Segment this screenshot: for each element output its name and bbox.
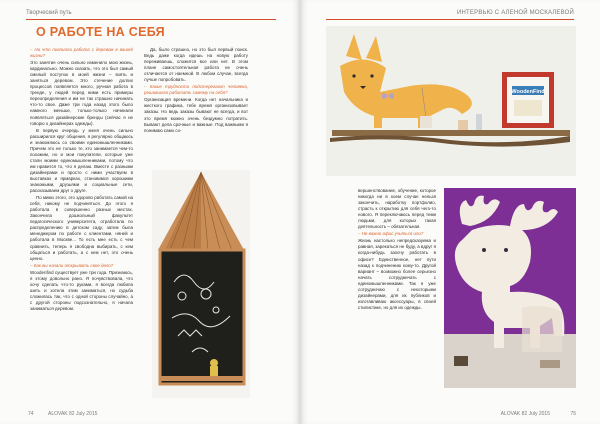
text-column-2 bbox=[144, 47, 248, 172]
magazine-issue-right: ALOVAK 82 July 2015 bbox=[500, 411, 550, 417]
running-head-right: ИНТЕРВЬЮ С АЛЕНОЙ МОСКАЛЕВОЙ bbox=[457, 10, 574, 16]
header-rule-left bbox=[26, 19, 276, 20]
interview-question: – Как вы начали открывать свое дело? bbox=[30, 262, 114, 268]
paragraph: Да, было страшно, но это был первый поиск. Ведь даже когда идешь на новую работу переживаешь, сложится все или нет. В этом плане самостоятельная работа не очень отличается от наемной. В любом случае, всегда лучше попробовать. bbox=[144, 47, 248, 83]
page-number-right: 75 bbox=[570, 411, 576, 417]
paragraph: Жизнь настолько непредсказуема и равная, зарекаться не буду, а вдруг я когда-нибудь захочу работать в офисе? Единственное, нет пути назад к подчинению кому-то. Другой вариант – возможно более серьезно начать сотрудничать с единомышленниками. Так я уже сотрудничаю с некоторыми дизайнерами, для их публиков и изготавливаю аксессуары, в своей стилистике, но для их одежды. bbox=[358, 238, 436, 310]
page-number-left: 74 bbox=[28, 411, 34, 417]
article-headline: О РАБОТЕ НА СЕБЯ bbox=[36, 25, 165, 39]
fox-shelf-photo bbox=[326, 26, 576, 176]
paragraph: В первую очередь у меня очень сильно расширился круг общения, я регулярно общаюсь и знакомлюсь со своими единомышленниками. Причем это не только те, кто занимается чем-то похожим, но и мои покупатели, которые уже стали моими единомышленниками, потому что им нравится то, что я делаю. Вместе с разными дизайнерами и просто с ними участвуем в выставках и ярмарках, становимся хорошими знакомыми, друзьями и социальные сети, рассказываем друг о друге. bbox=[30, 127, 133, 194]
paragraph: Это занятие очень сильно изменило мою жизнь, кардинально. Можно сказать, что это был самый смелый поступок в моей жизни – взять и заняться деревом. Это стечение долгих процессов появляется много, ручная работа в тренде, у людей перед ними есть примеры переопределения и им не так страшно начинать что-то свое. Даже три года назад этого было намного меньше, только-только начинали появляться дизайнерские бренды (сейчас я не говорю о дизайнерах одежды). bbox=[30, 60, 133, 126]
paragraph: По мимо этого, это здорово работать самой на себя, никому не подчиняться. До этого я работала в совершенно разных местах. Закончила дошкольный факультет педагогического университета, отработала по распределению в детском саду, затем была менеджером по работе с клиентами, няней и работала в Москве... То есть мне есть с чем сравнить, теперь я свободна выбирать, с кем общаться и работать, а с кем нет, это очень ценно. bbox=[30, 195, 133, 261]
running-head-left: Творческий путь bbox=[26, 10, 72, 16]
header-rule-right bbox=[326, 19, 574, 20]
interview-question: – Не важно офис учиться или? bbox=[358, 231, 424, 237]
text-column-1 bbox=[30, 47, 133, 407]
interview-question: – На что повлияла работа с деревом в вашей жизни? bbox=[30, 47, 133, 59]
paragraph: Организация времени. Когда нет начальника и жесткого графика, тебе время организовывает заказы. Но ведь заказы бывают не всегда, и вот это время можно очень бездумно потратить. Бывают дела срочные и важные. Под важными я понимаю само со- bbox=[144, 97, 248, 133]
text-column-3 bbox=[358, 188, 436, 380]
interview-question: – Какие трудности подстерегают человека, решившего работать самому на себя? bbox=[144, 84, 248, 96]
moose-purple-photo bbox=[444, 188, 576, 388]
magazine-issue-left: ALOVAK 82 July 2015 bbox=[48, 411, 98, 417]
paragraph: Woodenfind существует уже три года. Признаюсь, я этому довольно рано. Я почувствовала, что хочу сделать что-то руками, я всегда любила шить и хотела этим заниматься, но судьба сложилась так, что с одной стороны случайно, а с другой стороны подсознательно, я начала заниматься деревом. bbox=[30, 269, 133, 311]
house-chalkboard-photo bbox=[152, 170, 250, 398]
sign-text: WoodenFind bbox=[511, 89, 545, 95]
paragraph: вершенствование, обучение, которое никогда ни в коем случае нельзя закончить, наработку портфолио, страсть к открытию для себя чего-то нового. Я переключаюсь перед теми людьми, для которых такая деятельность – обязательная. bbox=[358, 188, 436, 230]
